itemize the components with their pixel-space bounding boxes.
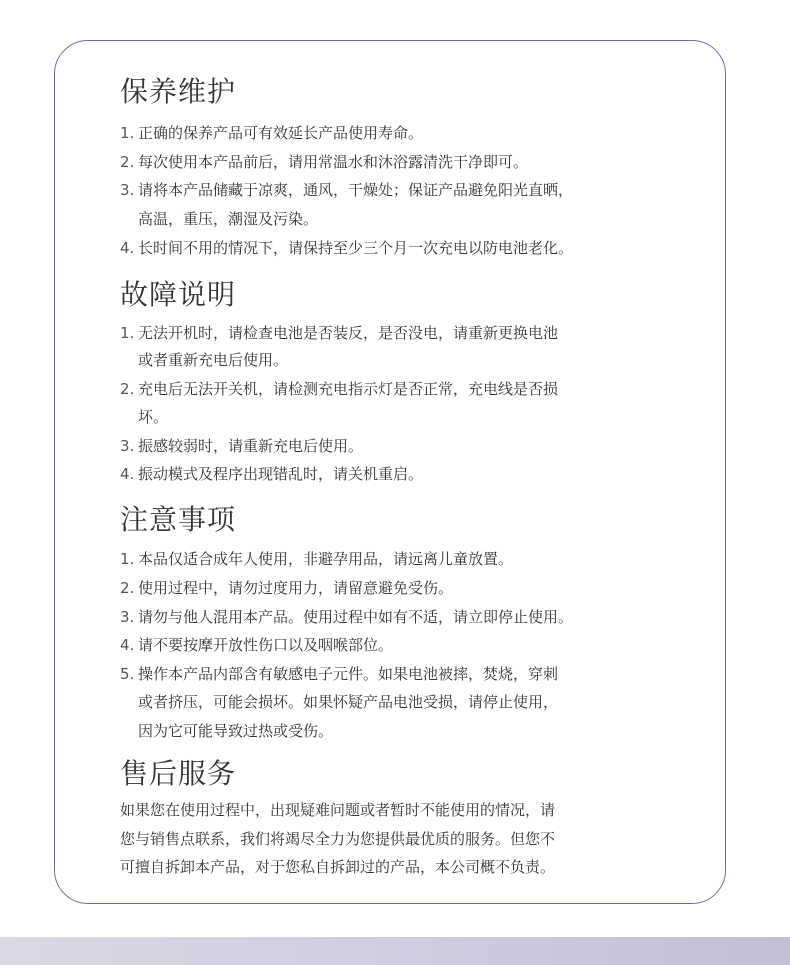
item-number: 1. (120, 324, 135, 342)
list-item (120, 320, 558, 347)
section-title-maintenance: 保养维护 (120, 75, 237, 108)
item-text: 请将本产品储藏于凉爽，通风，干燥处；保证产品避免阳光直晒， (138, 181, 574, 199)
item-number: 3. (120, 608, 135, 626)
section-title-after-sales: 售后服务 (120, 757, 237, 790)
item-number: 2. (120, 579, 135, 597)
list-item (120, 433, 363, 460)
list-item (120, 149, 528, 176)
item-text-continued: 或者重新充电后使用。 (138, 351, 289, 369)
item-text: 本品仅适合成年人使用，非避孕用品，请远离儿童放置。 (138, 550, 514, 568)
item-number: 1. (120, 550, 135, 568)
item-number: 5. (120, 665, 135, 683)
list-item (120, 177, 573, 204)
section-title-troubleshooting: 故障说明 (120, 278, 237, 311)
list-item (120, 604, 573, 631)
item-text: 操作本产品内部含有敏感电子元件。如果电池被摔，焚烧，穿刺 (138, 665, 559, 683)
item-number: 1. (120, 124, 135, 142)
item-number: 2. (120, 380, 135, 398)
paragraph-line: 您与销售点联系，我们将竭尽全力为您提供最优质的服务。但您不 (120, 830, 556, 848)
list-item (120, 376, 558, 403)
list-item (120, 461, 423, 488)
paragraph-line: 可擅自拆卸本产品，对于您私自拆卸过的产品，本公司概不负责。 (120, 858, 556, 876)
list-item (120, 235, 573, 262)
item-text: 请勿与他人混用本产品。使用过程中如有不适，请立即停止使用。 (138, 608, 574, 626)
item-number: 4. (120, 465, 135, 483)
list-item (120, 661, 558, 688)
paragraph-line: 如果您在使用过程中，出现疑难问题或者暂时不能使用的情况，请 (120, 801, 556, 819)
item-text-continued: 坏。 (138, 408, 169, 426)
item-number: 2. (120, 153, 135, 171)
item-text-continued: 高温，重压，潮湿及污染。 (138, 210, 319, 228)
item-text: 请不要按摩开放性伤口以及咽喉部位。 (138, 636, 394, 654)
item-text: 振感较弱时，请重新充电后使用。 (138, 437, 364, 455)
item-number: 4. (120, 239, 135, 257)
item-text: 每次使用本产品前后，请用常温水和沐浴露清洗干净即可。 (138, 153, 529, 171)
item-text: 充电后无法开关机，请检测充电指示灯是否正常，充电线是否损 (138, 380, 559, 398)
item-number: 3. (120, 437, 135, 455)
item-text-continued: 或者挤压，可能会损坏。如果怀疑产品电池受损，请停止使用， (138, 693, 559, 711)
item-text: 无法开机时，请检查电池是否装反，是否没电，请重新更换电池 (138, 324, 559, 342)
list-item (120, 575, 453, 602)
item-text-continued: 因为它可能导致过热或受伤。 (138, 722, 334, 740)
list-item (120, 120, 423, 147)
list-item (120, 632, 393, 659)
item-text: 振动模式及程序出现错乱时，请关机重启。 (138, 465, 424, 483)
item-number: 3. (120, 181, 135, 199)
section-title-precautions: 注意事项 (120, 503, 237, 536)
item-number: 4. (120, 636, 135, 654)
item-text: 长时间不用的情况下，请保持至少三个月一次充电以防电池老化。 (138, 239, 574, 257)
bottom-band (0, 937, 790, 965)
list-item (120, 546, 513, 573)
item-text: 正确的保养产品可有效延长产品使用寿命。 (138, 124, 424, 142)
item-text: 使用过程中，请勿过度用力，请留意避免受伤。 (138, 579, 454, 597)
